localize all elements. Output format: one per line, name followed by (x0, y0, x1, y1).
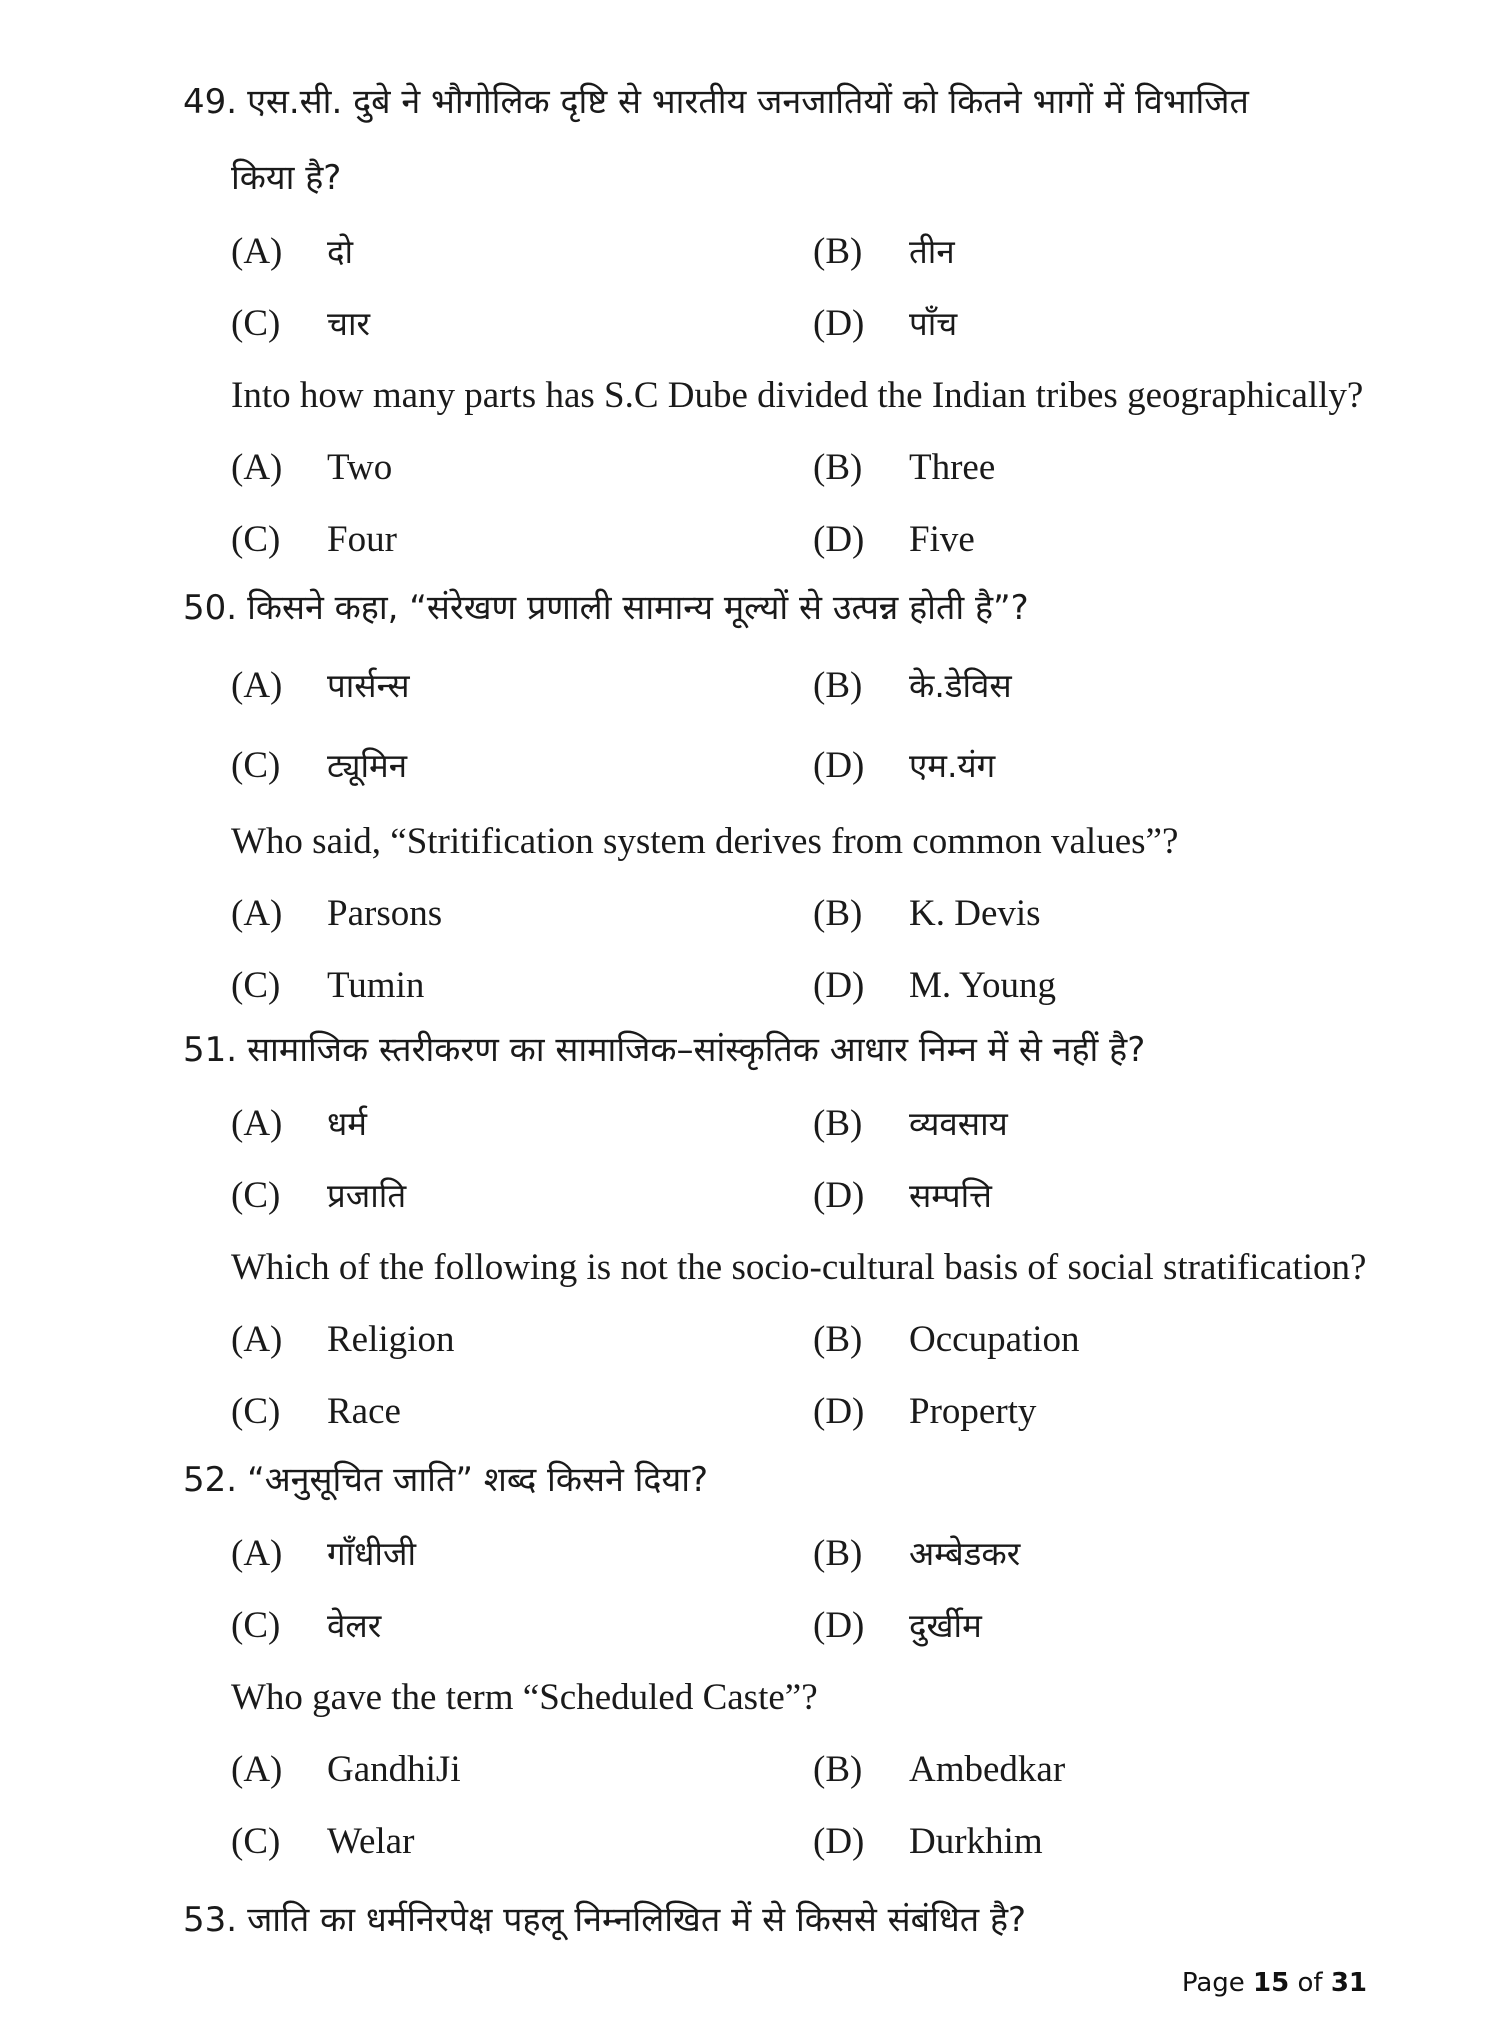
question-hindi-continued: किया है? (231, 158, 342, 198)
option-d: (D) Property (813, 1391, 1037, 1432)
option-b: (B) के.डेविस (813, 665, 1012, 706)
option-b: (B) व्यवसाय (813, 1103, 1008, 1144)
option-b: (B) Three (813, 447, 996, 488)
option-c: (C) वेलर (231, 1605, 382, 1646)
question-52 (183, 1440, 1395, 1878)
option-c: (C) Welar (231, 1821, 415, 1862)
option-a: (A) पार्सन्स (231, 665, 410, 706)
option-b: (B) अम्बेडकर (813, 1533, 1021, 1574)
question-english: Who gave the term “Scheduled Caste”? (231, 1677, 818, 1718)
option-d: (D) पाँच (813, 303, 958, 344)
option-d: (D) M. Young (813, 965, 1057, 1006)
option-d: (D) Five (813, 519, 975, 560)
question-53 (183, 1880, 1395, 1958)
option-b: (B) Occupation (813, 1319, 1080, 1360)
question-number: 49. (183, 82, 238, 122)
hindi-options (183, 1088, 1395, 1232)
option-a: (A) Parsons (231, 893, 443, 934)
option-a: (A) दो (231, 231, 354, 272)
hindi-options (183, 1518, 1395, 1662)
option-b: (B) तीन (813, 231, 955, 272)
option-a: (A) Two (231, 447, 393, 488)
question-hindi: किसने कहा, “संरेखण प्रणाली सामान्य मूल्यों से उत्पन्न होती है”? (247, 588, 1029, 628)
question-english: Who said, “Stritification system derives from common values”? (231, 821, 1179, 862)
option-a: (A) GandhiJi (231, 1749, 461, 1790)
question-number: 52. (183, 1460, 238, 1500)
option-d: (D) एम.यंग (813, 745, 996, 786)
page-number: Page 15 of 31 (1181, 1968, 1367, 1998)
option-a: (A) Religion (231, 1319, 455, 1360)
question-english: Which of the following is not the socio-cultural basis of social stratification? (231, 1247, 1367, 1288)
question-number: 51. (183, 1030, 238, 1070)
question-number: 50. (183, 588, 238, 628)
question-49 (183, 62, 1395, 576)
question-50 (183, 568, 1395, 1022)
option-d: (D) Durkhim (813, 1821, 1043, 1862)
option-a: (A) गाँधीजी (231, 1533, 417, 1574)
english-options (183, 878, 1395, 1022)
question-hindi: “अनुसूचित जाति” शब्द किसने दिया? (247, 1460, 709, 1500)
option-c: (C) ट्यूमिन (231, 745, 408, 786)
question-number: 53. (183, 1900, 238, 1940)
hindi-options (183, 646, 1395, 806)
question-english: Into how many parts has S.C Dube divided the Indian tribes geographically? (231, 375, 1364, 416)
option-c: (C) प्रजाति (231, 1175, 407, 1216)
question-hindi: सामाजिक स्तरीकरण का सामाजिक–सांस्कृतिक आधार निम्न में से नहीं है? (247, 1030, 1146, 1070)
english-options (183, 1734, 1395, 1878)
option-c: (C) Race (231, 1391, 401, 1432)
english-options (183, 1304, 1395, 1448)
option-d: (D) सम्पत्ति (813, 1175, 992, 1216)
option-b: (B) Ambedkar (813, 1749, 1066, 1790)
option-c: (C) Tumin (231, 965, 425, 1006)
option-c: (C) चार (231, 303, 370, 344)
english-options (183, 432, 1395, 576)
option-b: (B) K. Devis (813, 893, 1041, 934)
option-a: (A) धर्म (231, 1103, 368, 1144)
hindi-options (183, 216, 1395, 360)
option-d: (D) दुर्खीम (813, 1605, 982, 1646)
question-hindi: जाति का धर्मनिरपेक्ष पहलू निम्नलिखित में से किससे संबंधित है? (247, 1900, 1027, 1940)
option-c: (C) Four (231, 519, 397, 560)
question-51 (183, 1010, 1395, 1448)
question-hindi: एस.सी. दुबे ने भौगोलिक दृष्टि से भारतीय जनजातियों को कितने भागों में विभाजित (247, 82, 1249, 122)
